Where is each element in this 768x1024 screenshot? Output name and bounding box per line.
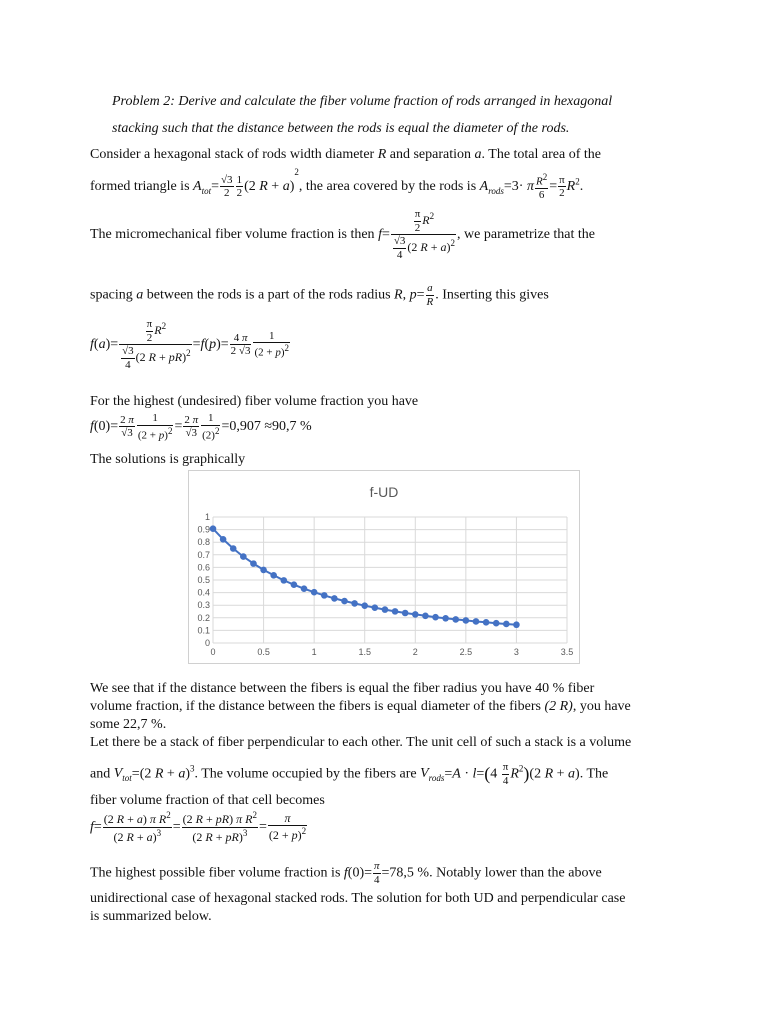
x-tick-label: 2.5 xyxy=(459,647,473,657)
data-point xyxy=(230,545,237,552)
chart-frame xyxy=(188,470,580,664)
data-point xyxy=(270,572,277,579)
data-point xyxy=(210,525,217,532)
data-point xyxy=(503,621,510,628)
formula-f-cube: f= $\frac{(2 R + a) \pi R^2}{(2 R + a)^3}$ = $\frac{(2 R + pR) \pi R^2}{(2 R + pR)^3}$ = $\frac{\pi}{(2 + p)^2}$ xyxy=(90,810,307,844)
data-point xyxy=(463,617,470,624)
data-point xyxy=(493,620,500,627)
para3-line1: For the highest (undesired) fiber volume fraction you have xyxy=(90,394,419,409)
x-tick-label: 3.5 xyxy=(560,647,574,657)
data-point xyxy=(483,619,490,626)
para4-line5: and $V_{tot}=(2$ R + a)$^3$. The volume occupied by the fibers are $V_{rods}=A \cdot l=(4$ $\frac{\pi}{4}$ $R^2)(2$ R + a). The xyxy=(90,761,609,787)
y-tick-label: 0.2 xyxy=(197,612,210,623)
data-point xyxy=(392,608,399,615)
para5-line1: The highest possible fiber volume fraction is f(0)= $\frac{\pi}{4}$ =78,5 %. Notably lower than the above xyxy=(90,860,602,886)
x-tick-label: 1.5 xyxy=(358,647,371,657)
formula-f-a: f(a)= $\frac{\pi}{2}$ $R^2$ $\frac{√3}{4}$ (2 R + pR)$^2$ =f(p)= $\frac{4 \pi}{2 √3}$ $\frac{1}{(2 + p)^2}$ xyxy=(90,318,290,371)
y-tick-label: 0 xyxy=(204,638,210,648)
data-point xyxy=(432,614,439,621)
data-point xyxy=(220,536,227,543)
data-point xyxy=(331,595,338,602)
para5-line2: unidirectional case of hexagonal stacked rods. The solution for both UD and perpendicular case xyxy=(90,891,626,906)
x-tick-label: 0 xyxy=(210,647,216,657)
chart-y-ticks xyxy=(197,512,210,648)
data-point xyxy=(291,581,298,588)
data-point xyxy=(281,577,288,584)
para4-line2: volume fraction, if the distance between the fibers is equal diameter of the fibers (2 R), you have xyxy=(90,699,631,714)
chart-title: f-UD xyxy=(369,484,399,500)
y-tick-label: 0.3 xyxy=(197,600,210,611)
data-point xyxy=(382,606,389,613)
para1-line1: Consider a hexagonal stack of rods width diameter R and separation a. The total area of the xyxy=(90,147,601,162)
data-point xyxy=(240,553,247,560)
para1-line2: formed triangle is $A_{tot}=$ $\frac{√3}{2}$ $\frac{1}{2}$ (2 R + a)$^2$, the area covered by the rods is $A_{rods}=3\cdot \pi$ $\frac{R^2}{6}$ = $\frac{\pi}{2}$ $R^2$. xyxy=(90,166,584,202)
data-point xyxy=(412,611,419,618)
para5-line3: is summarized below. xyxy=(90,909,212,924)
data-point xyxy=(260,567,267,574)
data-point xyxy=(452,616,459,623)
para4-line3: some 22,7 %. xyxy=(90,717,167,732)
para2-line1: The micromechanical fiber volume fraction is then f= $\frac{\pi}{2}$ $R^2$ $\frac{√3}{4}$ (2 R + a)$^2$ , we parametrize that the xyxy=(90,208,596,261)
f-ud-chart xyxy=(189,471,579,663)
problem-line-1: Problem 2: Derive and calculate the fiber volume fraction of rods arranged in hexagonal xyxy=(112,94,613,109)
formula-f-0: f(0)= $\frac{2 \pi}{√3}$ $\frac{1}{(2 + p)^2}$ = $\frac{2 \pi}{√3}$ $\frac{1}{(2)^2}$ =0,907 ≈90,7 % xyxy=(90,412,312,442)
data-point xyxy=(442,615,449,622)
data-point xyxy=(402,610,409,617)
y-tick-label: 0.8 xyxy=(197,537,210,548)
data-point xyxy=(301,585,308,592)
data-point xyxy=(351,600,358,607)
para4-line1: We see that if the distance between the fibers is equal the fiber radius you have 40 % fiber xyxy=(90,681,595,696)
data-point xyxy=(250,560,257,567)
para2-line2: spacing a between the rods is a part of the rods radius R, p= $\frac{a}{R}$ . Inserting this gives xyxy=(90,282,549,308)
x-tick-label: 0.5 xyxy=(257,647,270,657)
para4-line4: Let there be a stack of fiber perpendicular to each other. The unit cell of such a stack is a volume xyxy=(90,735,632,750)
data-point xyxy=(422,612,429,619)
chart-x-ticks xyxy=(210,647,573,657)
y-tick-label: 0.9 xyxy=(197,524,210,535)
data-point xyxy=(311,589,318,596)
x-tick-label: 1 xyxy=(311,647,317,657)
y-tick-label: 0.4 xyxy=(197,587,210,598)
para3-line2: The solutions is graphically xyxy=(90,452,246,467)
x-tick-label: 2 xyxy=(412,647,418,657)
x-tick-label: 3 xyxy=(513,647,519,657)
y-tick-label: 0.6 xyxy=(197,562,210,573)
y-tick-label: 1 xyxy=(204,512,210,522)
problem-line-2: stacking such that the distance between the rods is equal the diameter of the rods. xyxy=(112,121,570,136)
y-tick-label: 0.7 xyxy=(197,549,210,560)
y-tick-label: 0.5 xyxy=(197,575,210,585)
data-point xyxy=(341,598,348,605)
data-point xyxy=(372,604,379,611)
para4-line6: fiber volume fraction of that cell becomes xyxy=(90,793,325,808)
data-point xyxy=(513,621,520,628)
data-point xyxy=(473,618,480,625)
data-point xyxy=(361,602,368,609)
data-point xyxy=(321,592,328,599)
y-tick-label: 0.1 xyxy=(197,625,210,636)
